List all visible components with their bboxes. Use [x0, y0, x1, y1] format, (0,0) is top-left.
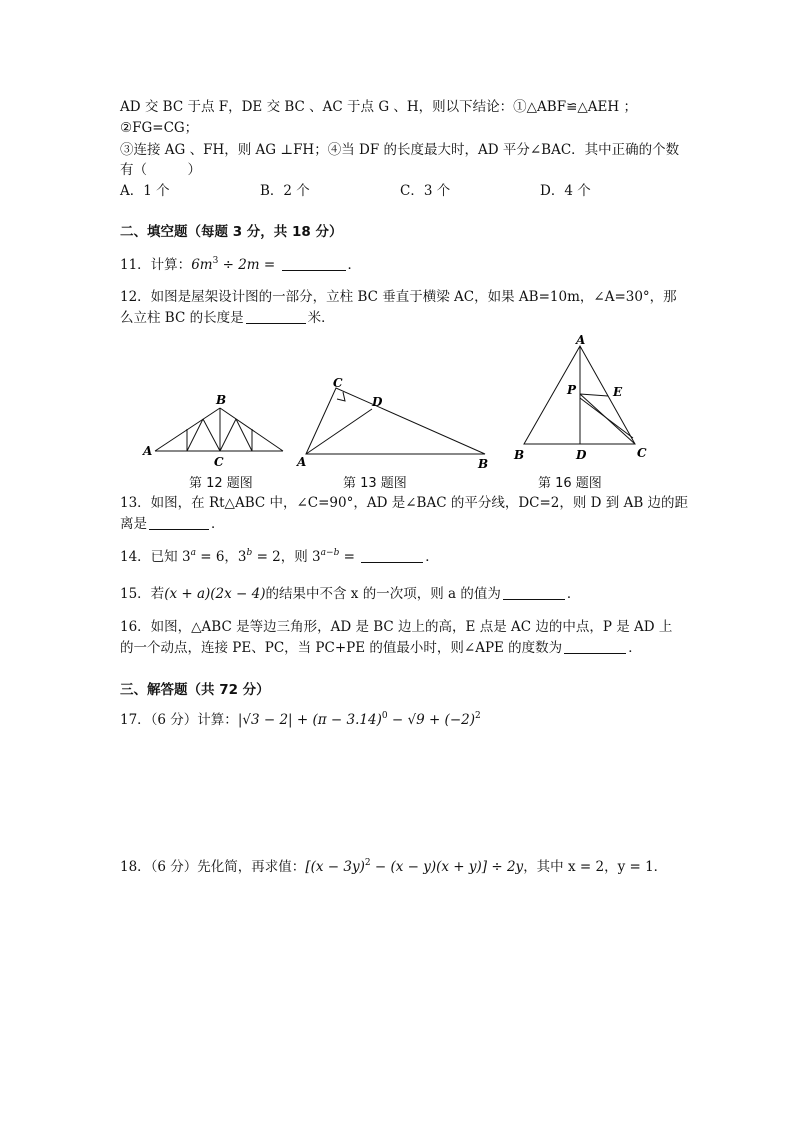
q14-exp2: b [246, 548, 253, 558]
fig13-label-c: C [333, 376, 343, 390]
figure-12-truss [155, 408, 283, 451]
fig16-label-p: P [567, 383, 577, 397]
q14-mid1: = 6，3 [195, 549, 247, 565]
q16-line2-prefix: 的一个动点，连接 PE、PC，当 PC+PE 的值最小时，则∠APE 的度数为 [120, 640, 563, 656]
fig12-label-b: B [216, 393, 227, 407]
fig13-label-a: A [297, 455, 307, 469]
fig16-label-e: E [613, 385, 623, 399]
q14-mid3: = [339, 549, 355, 565]
figures-row [0, 330, 794, 475]
q10-line2: ②FG=CG； [120, 120, 199, 136]
q14-exp3: a−b [320, 548, 340, 558]
q15-mid: 的结果中不含 x 的一次项，则 a 的值为 [265, 586, 501, 602]
q17 [120, 710, 680, 730]
q15-answer-blank[interactable] [503, 585, 565, 600]
q14-suffix: ． [425, 549, 439, 565]
q13-line2 [120, 514, 680, 534]
q14 [120, 547, 680, 567]
q10-line3: ③连接 AG 、FH，则 AG ⊥FH；④当 DF 的长度最大时，AD 平分∠BAC．其中正确的个数 [120, 142, 680, 158]
q13-line1: 13．如图，在 Rt△ABC 中，∠C=90°，AD 是∠BAC 的平分线，DC=2，则 D 到 AB 边的距 [120, 495, 689, 511]
q18-suffix: ，其中 x = 2，y = 1． [523, 859, 668, 875]
q15-suffix: ． [566, 586, 581, 602]
fig12-label-c: C [214, 455, 224, 469]
section-3-title: 三、解答题（共 72 分） [120, 682, 270, 698]
q10-line4: 有（ ） [120, 162, 201, 178]
q12-line1: 12．如图是屋架设计图的一部分，立柱 BC 垂直于横梁 AC，如果 AB=10m，∠A=30°，那 [120, 289, 677, 305]
q11-expr-a: 6m [191, 257, 213, 273]
q11 [120, 255, 680, 275]
q12-line2-prefix: 么立柱 BC 的长度是 [120, 310, 244, 326]
q12-line2 [120, 308, 680, 328]
q13-line2-prefix: 离是 [120, 516, 147, 532]
fig13-caption: 第 13 题图 [343, 476, 407, 491]
fig13-label-b: B [478, 457, 489, 471]
fig16-label-a: A [576, 333, 586, 347]
q18-expr1: [(x − 3y) [305, 859, 365, 875]
fig16-label-d: D [576, 448, 587, 462]
q15-prefix: 15．若 [120, 586, 165, 602]
q18-exp1: 2 [364, 858, 371, 868]
fig13-right-angle-mark [337, 392, 345, 401]
q11-prefix: 11．计算： [120, 257, 192, 273]
fig13-label-d: D [372, 395, 383, 409]
q17-expr2: − √9 + (−2) [387, 712, 475, 728]
q13-answer-blank[interactable] [149, 515, 209, 530]
q18-prefix: 18．（6 分）先化简，再求值： [120, 859, 306, 875]
q16-line2 [120, 638, 680, 658]
q12-line2-suffix: 米． [307, 310, 335, 326]
section-2-title: 二、填空题（每题 3 分，共 18 分） [120, 224, 343, 240]
q14-answer-blank[interactable] [361, 548, 423, 563]
q15-expr: (x + a)(2x − 4) [164, 586, 266, 602]
q18 [120, 857, 680, 877]
q14-mid2: = 2，则 3 [252, 549, 321, 565]
q17-exp2: 2 [475, 711, 481, 721]
q10-option-c: C．3 个 [400, 183, 451, 199]
fig16-segment-pe [580, 394, 608, 396]
q11-answer-blank[interactable] [282, 256, 346, 271]
q16-line2-suffix: ． [628, 640, 642, 656]
fig13-triangle-abc [306, 388, 485, 454]
q10-line1: AD 交 BC 于点 F，DE 交 BC 、AC 于点 G 、H，则以下结论：①△ABF≌△AEH ； [120, 99, 637, 115]
q11-expr-b: ÷ 2m = [218, 257, 276, 273]
figure-13-triangle [306, 388, 485, 454]
fig12-label-a: A [143, 444, 153, 458]
q11-suffix: ． [347, 257, 361, 273]
q17-expr1: |√3 − 2| + (π − 3.14) [237, 712, 382, 728]
fig16-caption: 第 16 题图 [538, 476, 602, 491]
q15 [120, 584, 680, 604]
q17-prefix: 17．（6 分）计算： [120, 712, 238, 728]
q10-option-b: B．2 个 [260, 183, 310, 199]
q11-exp-a: 3 [212, 256, 219, 266]
q13-line2-suffix: ． [211, 516, 225, 532]
q10-option-a: A．1 个 [120, 183, 170, 199]
q14-exp1: a [190, 548, 196, 558]
q14-prefix: 14．已知 3 [120, 549, 191, 565]
fig16-label-b: B [514, 448, 525, 462]
q16-answer-blank[interactable] [564, 639, 626, 654]
q17-exp1: 0 [381, 711, 388, 721]
fig16-label-c: C [637, 446, 647, 460]
q16-line1: 16．如图，△ABC 是等边三角形，AD 是 BC 边上的高，E 点是 AC 边的中点，P 是 AD 上 [120, 619, 673, 635]
fig12-caption: 第 12 题图 [189, 476, 253, 491]
q10-option-d: D．4 个 [540, 183, 591, 199]
q18-expr2: − (x − y)(x + y)] ÷ 2y [370, 859, 524, 875]
q12-answer-blank[interactable] [246, 309, 306, 324]
